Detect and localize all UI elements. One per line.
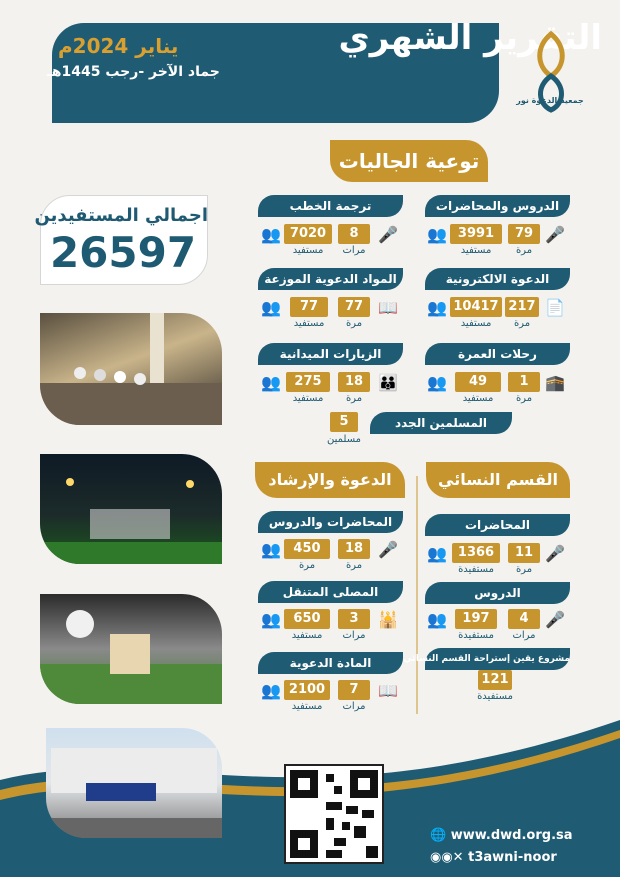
umrah-count: 1	[508, 372, 540, 392]
section-divider	[416, 476, 418, 714]
materials-benef: 77	[290, 297, 328, 317]
people-icon: 👥	[261, 540, 281, 559]
mobile-count-unit: مرات	[342, 630, 366, 641]
electronic-label: الدعوة الالكترونية	[425, 268, 570, 290]
people-icon: 👥	[427, 225, 447, 244]
electronic-count: 217	[505, 297, 539, 317]
women-lectures-label: المحاضرات	[425, 514, 570, 536]
electronic-benef-unit: مستفيد	[460, 318, 492, 329]
dawah-title: الدعوة والإرشاد	[255, 462, 405, 498]
women-lessons-count-unit: مرات	[512, 630, 536, 641]
microphone-icon: 🎤	[545, 544, 565, 563]
dawah-lectures-benef-unit: مرة	[298, 560, 316, 571]
communities-title: توعية الجاليات	[330, 140, 488, 182]
lessons-benef-unit: مستفيد	[460, 245, 492, 256]
people-icon: 👥	[427, 373, 447, 392]
group-icon: 👪	[378, 373, 398, 392]
materials-count: 77	[338, 297, 370, 317]
handle-text: t3awni-noor	[468, 850, 557, 865]
women-lessons-count: 4	[508, 609, 540, 629]
women-lessons-benef-unit: مستفيدة	[458, 630, 494, 641]
book-icon: 📖	[378, 298, 398, 317]
people-icon: 👥	[427, 298, 447, 317]
dawah-lectures-count: 18	[338, 539, 370, 559]
electronic-benef: 10417	[450, 297, 502, 317]
photo-mosque-lecture	[40, 313, 222, 425]
dawah-lectures-benef: 450	[284, 539, 330, 559]
umrah-label: رحلات العمرة	[425, 343, 570, 365]
electronic-count-unit: مرة	[513, 318, 531, 329]
new-muslims-label: المسلمين الجدد	[370, 412, 512, 434]
qr-code[interactable]	[284, 764, 384, 864]
microphone-icon: 🎤	[545, 225, 565, 244]
lessons-count: 79	[508, 224, 540, 244]
new-muslims-value: 5	[330, 412, 358, 432]
globe-icon: 🌐	[430, 828, 451, 843]
book-icon: 📖	[378, 681, 398, 700]
photo-umrah-group	[46, 728, 222, 838]
translation-count-unit: مرات	[342, 245, 366, 256]
mobile-count: 3	[338, 609, 370, 629]
document-icon: 📄	[545, 298, 565, 317]
materials-count-unit: مرة	[345, 318, 363, 329]
umrah-benef: 49	[455, 372, 501, 392]
lessons-count-unit: مرة	[515, 245, 533, 256]
material-count-unit: مرات	[342, 701, 366, 712]
photo-night-gathering	[40, 454, 222, 564]
mobile-prayer-label: المصلى المتنقل	[258, 581, 403, 603]
total-value: 26597	[49, 228, 197, 277]
material-benef-unit: مستفيد	[291, 701, 323, 712]
women-lessons-label: الدروس	[425, 582, 570, 604]
website-text: www.dwd.org.sa	[450, 828, 573, 843]
people-icon: 👥	[261, 373, 281, 392]
mosque-icon: 🕌	[378, 610, 398, 629]
gregorian-date: يناير 2024م	[58, 34, 179, 58]
material-count: 7	[338, 680, 370, 700]
people-icon: 👥	[427, 544, 447, 563]
people-icon: 👥	[261, 681, 281, 700]
dawah-lectures-label: المحاضرات والدروس	[258, 511, 403, 533]
visits-count-unit: مرة	[345, 393, 363, 404]
dawah-lectures-count-unit: مرة	[345, 560, 363, 571]
website-link[interactable]	[430, 828, 573, 843]
lessons-label: الدروس والمحاضرات	[425, 195, 570, 217]
microphone-icon: 🎤	[545, 610, 565, 629]
hijri-date: جماد الآخر -رجب 1445هـ	[47, 64, 220, 80]
materials-benef-unit: مستفيد	[293, 318, 325, 329]
visits-count: 18	[338, 372, 370, 392]
women-lectures-benef: 1366	[452, 543, 500, 563]
visits-label: الزيارات الميدانية	[258, 343, 403, 365]
people-icon: 👥	[261, 298, 281, 317]
umrah-benef-unit: مستفيد	[462, 393, 494, 404]
logo-text: جمعية الدعوة نور	[516, 96, 584, 105]
social-icons: ◉◉✕	[430, 850, 469, 865]
mobile-benef: 650	[284, 609, 330, 629]
lessons-benef: 3991	[450, 224, 502, 244]
microphone-icon: 🎤	[378, 540, 398, 559]
dawah-material-label: المادة الدعوية	[258, 652, 403, 674]
people-icon: 👥	[261, 610, 281, 629]
people-icon: 👥	[261, 225, 281, 244]
visits-benef-unit: مستفيد	[292, 393, 324, 404]
women-title: القسم النسائي	[426, 462, 570, 498]
women-project-value: 121	[478, 670, 512, 690]
people-icon: 👥	[427, 610, 447, 629]
women-lectures-count-unit: مرة	[515, 564, 533, 575]
social-handle[interactable]	[430, 850, 557, 865]
women-lectures-benef-unit: مستفيدة	[458, 564, 494, 575]
photo-mobile-prayer	[40, 594, 222, 704]
umrah-count-unit: مرة	[515, 393, 533, 404]
report-title: التقرير الشهري	[338, 18, 602, 58]
women-lectures-count: 11	[508, 543, 540, 563]
translation-label: ترجمة الخطب	[258, 195, 403, 217]
translation-benef-unit: مستفيد	[292, 245, 324, 256]
material-benef: 2100	[284, 680, 330, 700]
women-lessons-benef: 197	[455, 609, 497, 629]
microphone-icon: 🎤	[378, 225, 398, 244]
materials-label: المواد الدعوية الموزعة	[258, 268, 403, 290]
women-project-unit: مستفيدة	[477, 691, 513, 702]
new-muslims-unit: مسلمين	[327, 434, 361, 445]
total-label: اجمالي المستفيدين	[34, 205, 208, 226]
mobile-benef-unit: مستفيد	[291, 630, 323, 641]
women-project-label: مشروع يقين إستراحة القسم النسائي	[425, 648, 570, 670]
kaaba-icon: 🕋	[545, 373, 565, 392]
translation-benef: 7020	[284, 224, 332, 244]
translation-count: 8	[338, 224, 370, 244]
visits-benef: 275	[286, 372, 330, 392]
